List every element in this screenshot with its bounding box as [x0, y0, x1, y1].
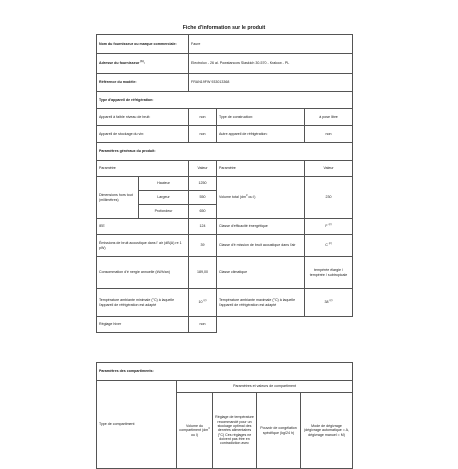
compartments-header-row — [97, 363, 353, 381]
construction-value: à pose libre — [305, 109, 353, 126]
energy-class-value: F $^{(c)}$ — [305, 219, 353, 235]
blank-cell — [217, 317, 353, 333]
eei-row — [97, 219, 353, 235]
height-value: 1250 — [189, 177, 217, 191]
col-header-value2: Valeur — [305, 161, 353, 177]
compartment-freezing-header: Pouvoir de congélation spécifique (kg/24 h) — [257, 393, 301, 469]
consumption-value: 189,00 — [189, 257, 217, 289]
col-header-param: Paramètre — [97, 161, 189, 177]
wine-value: non — [189, 126, 217, 143]
climate-label: Classe climatique — [217, 257, 305, 289]
compartment-defrost-header: Mode de dégivrage (dégivrage automatique = A, dégivrage manuel = M) — [301, 393, 353, 469]
supplier-name-value: Faure — [189, 35, 353, 54]
col-header-value: Valeur — [189, 161, 217, 177]
height-label: Hauteur — [139, 177, 189, 191]
dimensions-label: Dimensions hors tout (millimètres) — [97, 177, 139, 219]
depth-value: 650 — [189, 205, 217, 219]
col-header-param2: Paramètre — [217, 161, 305, 177]
noise-label: Émissions de bruit acoustique dans l' air (dB(A) re 1 pW) — [97, 235, 189, 257]
compartment-temp-header: Réglage de température recommandé pour un stockage optimal des denrées alimentaires (°C) Ces réglages ne doivent pas être en contradiction avec — [213, 393, 257, 469]
noise-class-value: C $^{(c)}$ — [305, 235, 353, 257]
width-value: 550 — [189, 191, 217, 205]
wine-label: Appareil de stockage du vin: — [97, 126, 189, 143]
sheet-title: Fiche d'information sur le produit — [182, 25, 266, 31]
compartments-header: Paramètres des compartiments: — [97, 363, 353, 381]
supplier-address-value: Electrolux - 26 al. Powstancow Slaskich 30-570 - Krakow - PL — [189, 54, 353, 74]
compartment-params-header: Paramètres et valeurs de compartiment — [177, 381, 353, 393]
winter-value: non — [189, 317, 217, 333]
eei-label: IEE — [97, 219, 189, 235]
volume-value: 230 — [305, 177, 353, 219]
model-row — [97, 74, 353, 92]
supplier-address-row — [97, 54, 353, 74]
compartment-volume-header: Volume du compartiment ($dm^3$ ou l) — [177, 393, 213, 469]
max-temp-value: 38 $^{(c)}$ — [305, 289, 353, 317]
supplier-name-row — [97, 35, 353, 54]
appliance-type-header-row — [97, 92, 353, 109]
construction-label: Type de construction: — [217, 109, 305, 126]
other-appliance-label: Autre appareil de réfrigération: — [217, 126, 305, 143]
low-noise-label: Appareil à faible niveau de bruit: — [97, 109, 189, 126]
low-noise-value: non — [189, 109, 217, 126]
compartments-params-row — [97, 381, 353, 393]
depth-label: Profondeur — [139, 205, 189, 219]
compartments-section — [96, 362, 352, 469]
supplier-address-label: Adresse du fournisseur $^{(b)}$: — [97, 54, 189, 74]
main-table — [96, 34, 353, 333]
model-label: Référence du modèle: — [97, 74, 189, 92]
noise-value: 39 — [189, 235, 217, 257]
supplier-name-label: Nom du fournisseur ou marque commerciale: — [97, 35, 189, 54]
max-temp-label: Température ambiante maximale (°C) à laquelle l'appareil de réfrigération est adapté — [217, 289, 305, 317]
height-row — [97, 177, 353, 191]
consumption-label: Consommation d'é nergie annuelle (kWh/an) — [97, 257, 189, 289]
noise-class-label: Classe d'é mission de bruit acoustique dans l'air — [217, 235, 305, 257]
winter-row — [97, 317, 353, 333]
compartment-type-label: Type de compartiment — [97, 381, 177, 469]
temperature-row — [97, 289, 353, 317]
appliance-type-header: Type d'appareil de réfrigération: — [97, 92, 353, 109]
product-information-sheet — [96, 22, 352, 333]
consumption-row — [97, 257, 353, 289]
other-appliance-value: non — [305, 126, 353, 143]
min-temp-value: 10 $^{(c)}$ — [189, 289, 217, 317]
compartments-table — [96, 362, 353, 469]
low-noise-row — [97, 109, 353, 126]
eei-value: 124 — [189, 219, 217, 235]
climate-value: tempérée élargie / tempérée / subtropicale — [305, 257, 353, 289]
noise-row — [97, 235, 353, 257]
volume-label: Volume total ($dm^3$ ou l) — [217, 177, 305, 219]
energy-class-label: Classe d'efficacité énergétique — [217, 219, 305, 235]
min-temp-label: Température ambiante minimale (°C) à laquelle l'appareil de réfrigération est adapté — [97, 289, 189, 317]
winter-label: Réglage hiver — [97, 317, 189, 333]
general-header-row — [97, 143, 353, 161]
wine-row — [97, 126, 353, 143]
general-header: Paramètres généraux du produit: — [97, 143, 353, 161]
model-value: FRAN19FW 933013368 — [189, 74, 353, 92]
general-column-headers — [97, 161, 353, 177]
width-label: Largeur — [139, 191, 189, 205]
